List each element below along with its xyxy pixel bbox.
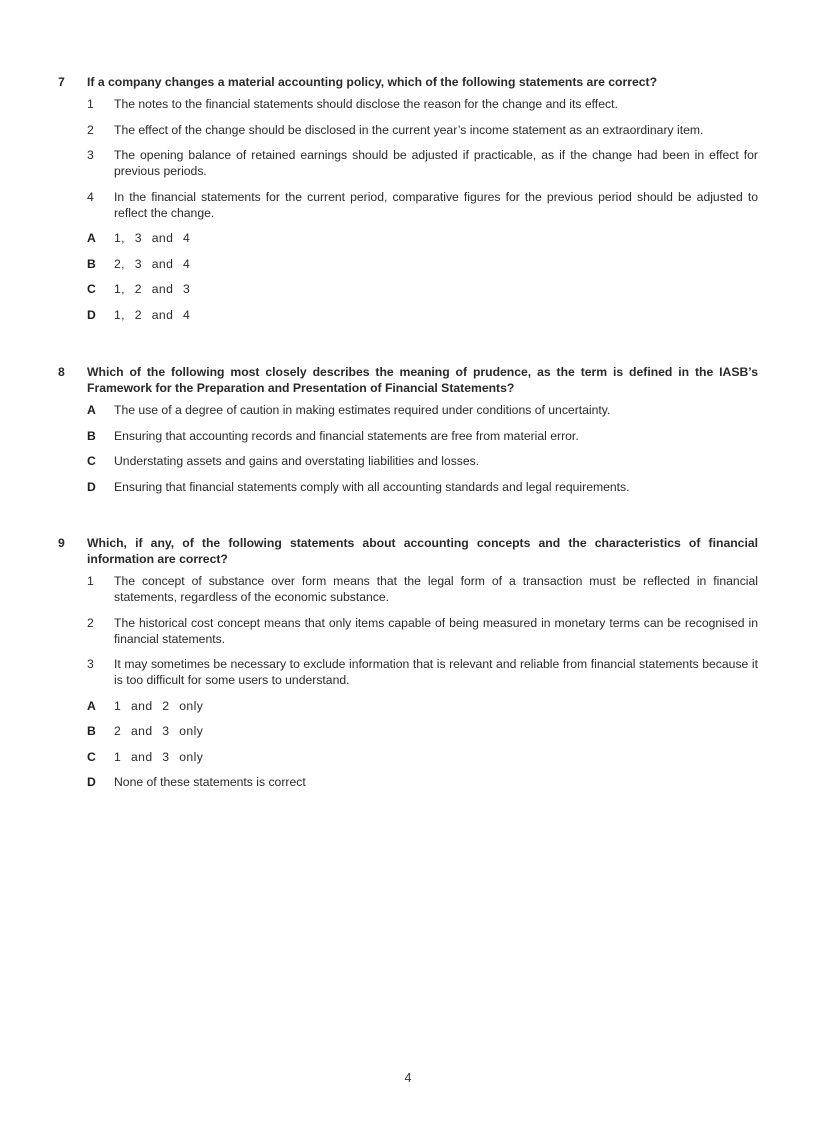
answer-option-b[interactable]	[87, 428, 758, 444]
statement-number: 1	[87, 574, 94, 588]
statement-number: 3	[87, 657, 94, 671]
statement-number: 2	[87, 615, 94, 630]
statement-item	[87, 189, 758, 221]
statement-number: 4	[87, 189, 94, 204]
option-letter: D	[87, 307, 96, 322]
statement-item	[87, 615, 758, 647]
statement-text: The historical cost concept means that only items capable of being measured in monetary terms can be recognised in financial statements.	[114, 615, 758, 646]
option-text: 2, 3 and 4	[114, 256, 191, 271]
option-text: Ensuring that accounting records and financial statements are free from material error.	[114, 428, 579, 443]
question-header	[58, 364, 758, 396]
option-text: 1, 3 and 4	[114, 231, 191, 245]
option-letter: A	[87, 231, 96, 245]
option-letter: C	[87, 749, 96, 764]
question-number: 7	[58, 75, 65, 89]
option-letter: B	[87, 256, 96, 271]
answer-option-a[interactable]	[87, 402, 758, 418]
answer-option-a[interactable]	[87, 698, 758, 714]
option-text: 1, 2 and 4	[114, 307, 191, 322]
statement-text: In the financial statements for the current period, comparative figures for the previous period should be adjusted to reflect the change.	[114, 189, 758, 220]
statement-number: 2	[87, 122, 94, 137]
option-text: 1, 2 and 3	[114, 282, 191, 296]
option-text: Ensuring that financial statements comply with all accounting standards and legal requirements.	[114, 479, 630, 494]
statement-text: It may sometimes be necessary to exclude information that is relevant and reliable from financial statements because it is too difficult for some users to understand.	[114, 657, 758, 687]
question-text: Which, if any, of the following statements about accounting concepts and the characteristics of financial information are correct?	[87, 536, 758, 566]
option-letter: B	[87, 724, 96, 738]
statement-number: 1	[87, 97, 94, 111]
option-letter: B	[87, 428, 96, 443]
option-letter: D	[87, 479, 96, 494]
option-letter: C	[87, 282, 96, 296]
answer-option-d[interactable]	[87, 479, 758, 495]
option-text: None of these statements is correct	[114, 775, 306, 789]
question-number: 9	[58, 536, 65, 550]
option-letter: A	[87, 403, 96, 417]
statement-item	[87, 573, 758, 605]
statement-item	[87, 147, 758, 179]
answer-option-d[interactable]	[87, 307, 758, 323]
answer-option-c[interactable]	[87, 749, 758, 765]
question-header	[58, 74, 758, 90]
question-header	[58, 535, 758, 567]
statement-text: The concept of substance over form means that the legal form of a transaction must be reflected in financial statements, regardless of the economic substance.	[114, 574, 758, 604]
question-8	[58, 364, 758, 504]
answer-option-c[interactable]	[87, 453, 758, 469]
statement-text: The notes to the financial statements should disclose the reason for the change and its effect.	[114, 97, 618, 111]
statement-item	[87, 96, 758, 112]
question-text: If a company changes a material accounting policy, which of the following statements are correct?	[87, 75, 658, 89]
option-letter: D	[87, 775, 96, 789]
question-7	[58, 74, 758, 332]
option-letter: C	[87, 454, 96, 468]
answer-option-a[interactable]	[87, 230, 758, 246]
question-number: 8	[58, 365, 65, 379]
answer-option-d[interactable]	[87, 774, 758, 790]
answer-option-b[interactable]	[87, 256, 758, 272]
option-text: Understating assets and gains and overstating liabilities and losses.	[114, 454, 480, 468]
statement-item	[87, 656, 758, 688]
option-text: The use of a degree of caution in making estimates required under conditions of uncertainty.	[114, 403, 611, 417]
option-text: 2 and 3 only	[114, 724, 204, 738]
option-text: 1 and 2 only	[114, 698, 204, 713]
question-text: Which of the following most closely describes the meaning of prudence, as the term is defined in the IASB’s Framework for the Preparation and Presentation of Financial Statements?	[87, 365, 758, 395]
option-text: 1 and 3 only	[114, 749, 204, 764]
page-number: 4	[404, 1071, 412, 1085]
statement-item	[87, 122, 758, 138]
answer-option-b[interactable]	[87, 723, 758, 739]
answer-option-c[interactable]	[87, 281, 758, 297]
statement-text: The effect of the change should be disclosed in the current year’s income statement as an extraordinary item.	[114, 122, 704, 137]
option-letter: A	[87, 698, 96, 713]
statement-text: The opening balance of retained earnings should be adjusted if practicable, as if the change had been in effect for previous periods.	[114, 148, 758, 178]
question-9	[58, 535, 758, 800]
statement-number: 3	[87, 148, 94, 162]
